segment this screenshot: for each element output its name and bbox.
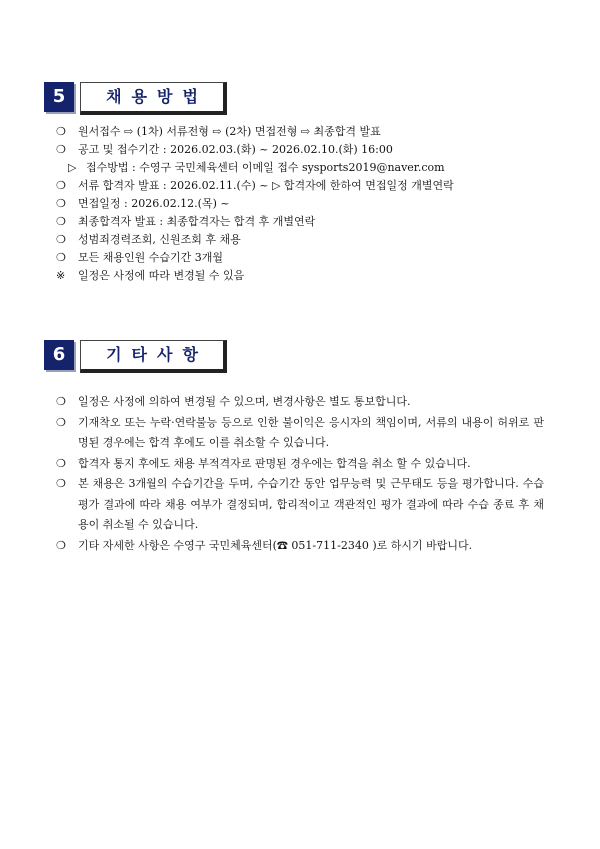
bullet-icon: ❍ <box>56 215 66 228</box>
list-item <box>56 123 544 141</box>
bullet-icon: ❍ <box>56 415 66 429</box>
bullet-icon: ❍ <box>56 179 66 192</box>
section-6-title-box <box>80 340 227 373</box>
list-item <box>56 231 544 249</box>
item-text: 원서접수 ⇨ (1차) 서류전형 ⇨ (2차) 면접전형 ⇨ 최종합격 발표 <box>78 125 381 138</box>
section-5-title: 채용방법 <box>106 87 208 106</box>
item-text: 기재착오 또는 누락·연락불능 등으로 인한 불이익은 응시자의 책임이며, 서류의 내용이 허위로 판명된 경우에는 합격 후에도 이를 취소할 수 있습니다. <box>78 415 544 449</box>
item-text: 일정은 사정에 의하여 변경될 수 있으며, 변경사항은 별도 통보합니다. <box>78 395 411 408</box>
section-6-list <box>56 392 544 556</box>
list-item <box>56 213 544 231</box>
item-text: 공고 및 접수기간 : 2026.02.03.(화) ~ 2026.02.10.(화) 16:00 <box>78 143 393 156</box>
bullet-icon: ❍ <box>56 233 66 246</box>
item-text: 기타 자세한 사항은 수영구 국민체육센터(☎ 051-711-2340 )로 하시기 바랍니다. <box>78 538 473 552</box>
item-text: 합격자 통지 후에도 채용 부적격자로 판명된 경우에는 합격을 취소 할 수 있습니다. <box>78 456 471 470</box>
item-text: 서류 합격자 발표 : 2026.02.11.(수) ~ ▷ 합격자에 한하여 면접일정 개별연락 <box>78 179 454 192</box>
note-icon: ※ <box>56 269 66 282</box>
item-text: 성범죄경력조회, 신원조회 후 채용 <box>78 233 241 246</box>
arrow-icon: ▷ <box>68 161 77 174</box>
bullet-icon: ❍ <box>56 143 66 156</box>
section-5-list <box>56 123 544 285</box>
list-item <box>56 195 544 213</box>
item-text: 접수방법 : 수영구 국민체육센터 이메일 접수 sysports2019@naver.com <box>86 161 445 174</box>
bullet-icon: ❍ <box>56 538 66 552</box>
item-text: 모든 채용인원 수습기간 3개월 <box>78 251 223 264</box>
bullet-icon: ❍ <box>56 251 66 264</box>
bullet-icon: ❍ <box>56 395 66 408</box>
section-6-number: 6 <box>44 340 74 370</box>
list-item <box>56 141 544 159</box>
section-6-title: 기타사항 <box>106 345 208 364</box>
bullet-icon: ❍ <box>56 456 66 470</box>
item-text: 일정은 사정에 따라 변경될 수 있음 <box>78 269 245 282</box>
bullet-icon: ❍ <box>56 125 66 138</box>
item-text: 최종합격자 발표 : 최종합격자는 합격 후 개별연락 <box>78 215 316 228</box>
bullet-icon: ❍ <box>56 477 66 490</box>
list-item <box>56 454 544 475</box>
list-item <box>56 392 544 413</box>
bullet-icon: ❍ <box>56 197 66 210</box>
list-item <box>56 177 544 195</box>
list-item <box>56 536 544 557</box>
list-item <box>56 413 544 454</box>
section-5-title-box <box>80 82 227 115</box>
item-text: 면접일정 : 2026.02.12.(목) ~ <box>78 197 230 210</box>
item-text: 본 채용은 3개월의 수습기간을 두며, 수습기간 동안 업무능력 및 근무태도 등을 평가합니다. 수습평가 결과에 따라 채용 여부가 결정되며, 합리적이고 객관적인 평가 결과에 따라 수습 종료 후 채용이 취소될 수 있습니다. <box>78 477 544 531</box>
section-5-number: 5 <box>44 82 74 112</box>
list-item <box>56 474 544 536</box>
list-item <box>56 249 544 267</box>
list-item <box>56 159 544 177</box>
list-item <box>56 267 544 285</box>
